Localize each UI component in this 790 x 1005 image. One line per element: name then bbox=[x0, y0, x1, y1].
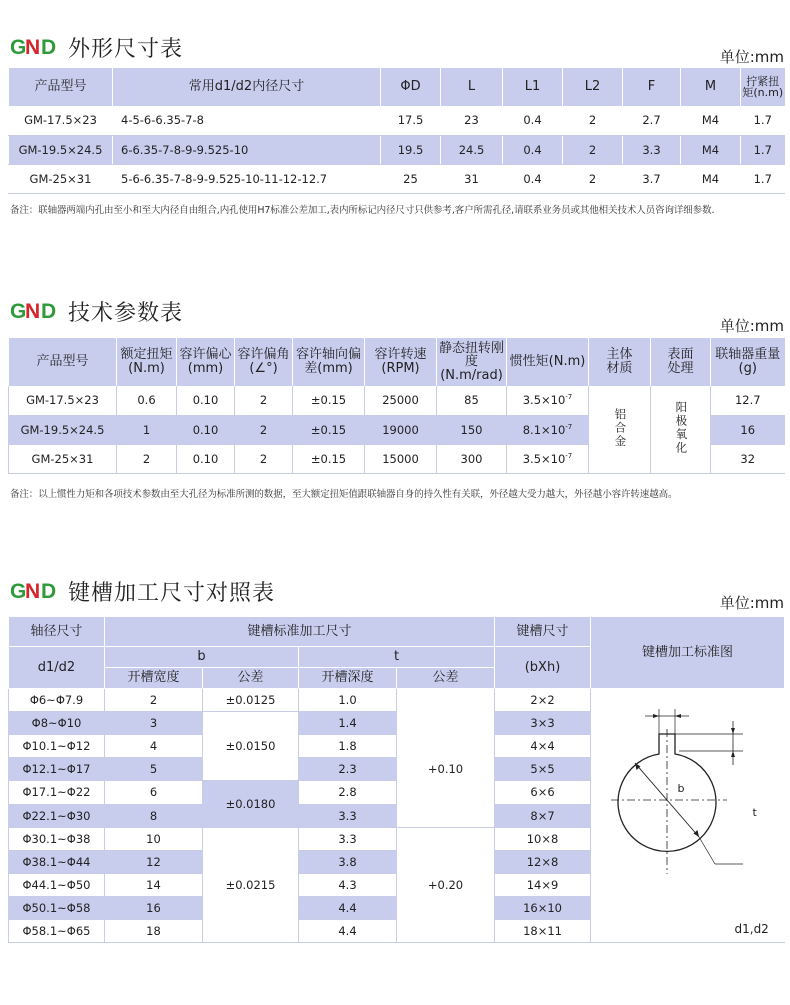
cell: 150 bbox=[437, 415, 507, 444]
table-row bbox=[9, 135, 785, 164]
cell: 2 bbox=[563, 164, 623, 193]
cell-shaft: Φ38.1~Φ44 bbox=[9, 851, 105, 874]
cell-key: 16×10 bbox=[495, 897, 591, 920]
cell: 2.7 bbox=[623, 106, 681, 135]
header-depth: 开槽深度 bbox=[299, 668, 397, 689]
cell-key: 6×6 bbox=[495, 781, 591, 804]
cell-depth: 4.4 bbox=[299, 897, 397, 920]
header-cell: 联轴器重量(g) bbox=[711, 338, 785, 386]
inertia-value: 8.1×10 bbox=[522, 422, 566, 437]
material-cell bbox=[589, 386, 651, 473]
cell-depth: 4.3 bbox=[299, 874, 397, 897]
cell-depth: 3.3 bbox=[299, 827, 397, 850]
header-cell: F bbox=[623, 68, 681, 106]
cell-shaft: Φ8~Φ10 bbox=[9, 712, 105, 735]
cell-depth: 2.3 bbox=[299, 758, 397, 781]
header-cell bbox=[741, 68, 785, 106]
cell: 1.7 bbox=[741, 164, 785, 193]
cell-width: 8 bbox=[105, 804, 203, 827]
header-cell: 主体材质 bbox=[589, 338, 651, 386]
header-cell: 额定扭矩(N.m) bbox=[117, 338, 177, 386]
cell-depth: 1.8 bbox=[299, 735, 397, 758]
cell: GM-25×31 bbox=[9, 444, 117, 473]
cell-shaft: Φ17.1~Φ22 bbox=[9, 781, 105, 804]
cell: 5-6-6.35-7-8-9-9.525-10-11-12-12.7 bbox=[113, 164, 381, 193]
table-row bbox=[9, 689, 785, 712]
svg-text:G: G bbox=[10, 36, 27, 58]
header-cell: L1 bbox=[503, 68, 563, 106]
cell-key: 12×8 bbox=[495, 851, 591, 874]
cell: 15000 bbox=[365, 444, 437, 473]
cell-width: 18 bbox=[105, 920, 203, 943]
header-cell: 容许偏角(∠°) bbox=[235, 338, 293, 386]
cell-key: 18×11 bbox=[495, 920, 591, 943]
fig-label-b: b bbox=[677, 781, 685, 795]
inertia-value: 3.5×10 bbox=[522, 451, 566, 466]
cell-shaft: Φ10.1~Φ12 bbox=[9, 735, 105, 758]
cell: 3.7 bbox=[623, 164, 681, 193]
cell-tol-b: ±0.0215 bbox=[203, 827, 299, 942]
table-header-row bbox=[9, 68, 785, 106]
gnd-logo bbox=[10, 34, 62, 58]
cell: 16 bbox=[711, 415, 785, 444]
header-cell: M bbox=[681, 68, 741, 106]
cell: 1.7 bbox=[741, 135, 785, 164]
unit-label: 单位:mm bbox=[719, 594, 784, 612]
cell: 12.7 bbox=[711, 386, 785, 415]
cell: 19000 bbox=[365, 415, 437, 444]
header-width: 开槽宽度 bbox=[105, 668, 203, 689]
cell: 0.10 bbox=[177, 386, 235, 415]
cell-depth: 3.3 bbox=[299, 804, 397, 827]
cell: 85 bbox=[437, 386, 507, 415]
cell: ±0.15 bbox=[293, 415, 365, 444]
cell-key: 3×3 bbox=[495, 712, 591, 735]
header-figure: 键槽加工标准图 bbox=[591, 617, 785, 689]
cell: 0.10 bbox=[177, 415, 235, 444]
cell-depth: 1.4 bbox=[299, 712, 397, 735]
cell-key: 2×2 bbox=[495, 689, 591, 712]
cell bbox=[507, 444, 589, 473]
section-title: 技术参数表 bbox=[68, 301, 184, 326]
header-cell: 容许转速(RPM) bbox=[365, 338, 437, 386]
svg-text:N: N bbox=[25, 300, 41, 322]
header-cell: 静态扭转刚度(N.m/rad) bbox=[437, 338, 507, 386]
gnd-logo bbox=[10, 298, 62, 322]
cell bbox=[507, 386, 589, 415]
cell-tol-t bbox=[397, 689, 495, 712]
header-cell: 产品型号 bbox=[9, 338, 117, 386]
section-title: 外形尺寸表 bbox=[68, 37, 184, 62]
cell: 1.7 bbox=[741, 106, 785, 135]
header-t: t bbox=[299, 647, 495, 668]
outline-dimensions-table bbox=[8, 68, 785, 194]
header-b: b bbox=[105, 647, 299, 668]
cell: ±0.15 bbox=[293, 444, 365, 473]
header-cell: ΦD bbox=[381, 68, 441, 106]
cell: GM-19.5×24.5 bbox=[9, 135, 113, 164]
cell-width: 3 bbox=[105, 712, 203, 735]
header-cell: 常用d1/d2内径尺寸 bbox=[113, 68, 381, 106]
cell: 2 bbox=[235, 415, 293, 444]
cell-width: 6 bbox=[105, 781, 203, 804]
header-cell: L2 bbox=[563, 68, 623, 106]
cell-shaft: Φ22.1~Φ30 bbox=[9, 804, 105, 827]
cell-key: 10×8 bbox=[495, 827, 591, 850]
header-cell: 容许偏心(mm) bbox=[177, 338, 235, 386]
svg-text:D: D bbox=[41, 300, 57, 322]
cell: 19.5 bbox=[381, 135, 441, 164]
cell: M4 bbox=[681, 164, 741, 193]
cell-width: 10 bbox=[105, 827, 203, 850]
table-row bbox=[9, 164, 785, 193]
cell bbox=[507, 415, 589, 444]
cell: 1 bbox=[117, 415, 177, 444]
cell: 2 bbox=[117, 444, 177, 473]
header-cell: 容许轴向偏差(mm) bbox=[293, 338, 365, 386]
cell: 2 bbox=[235, 444, 293, 473]
cell-tol-b: ±0.0180 bbox=[203, 781, 299, 827]
cell: GM-19.5×24.5 bbox=[9, 415, 117, 444]
cell: GM-25×31 bbox=[9, 164, 113, 193]
cell: 3.3 bbox=[623, 135, 681, 164]
inertia-value: 3.5×10 bbox=[522, 393, 566, 408]
cell: 0.10 bbox=[177, 444, 235, 473]
surface-text: 阳极氧化 bbox=[674, 400, 689, 455]
cell-key: 5×5 bbox=[495, 758, 591, 781]
cell: 17.5 bbox=[381, 106, 441, 135]
inertia-exponent: -7 bbox=[565, 393, 573, 402]
cell-depth: 3.8 bbox=[299, 851, 397, 874]
cell: 2 bbox=[563, 106, 623, 135]
header-cell-text: 拧紧扭矩(n.m) bbox=[742, 75, 784, 99]
header-shaft: 轴径尺寸 bbox=[9, 617, 105, 647]
cell: 32 bbox=[711, 444, 785, 473]
cell: M4 bbox=[681, 135, 741, 164]
cell-shaft: Φ44.1~Φ50 bbox=[9, 874, 105, 897]
cell: M4 bbox=[681, 106, 741, 135]
table-note: 备注：以上惯性力矩和各项技术参数由至大孔径为标准所测的数据，至大额定扭矩值跟联轴器自身的持久性有关联，外径越大受力越大，外径越小容许转速越高。 bbox=[10, 489, 678, 500]
cell: GM-17.5×23 bbox=[9, 106, 113, 135]
header-key-sub: (bXh) bbox=[495, 647, 591, 689]
cell-key: 8×7 bbox=[495, 804, 591, 827]
header-tol-b: 公差 bbox=[203, 668, 299, 689]
cell: 300 bbox=[437, 444, 507, 473]
cell-tol-b: ±0.0125 bbox=[203, 689, 299, 712]
unit-label: 单位:mm bbox=[719, 48, 784, 66]
gnd-logo bbox=[10, 578, 62, 602]
cell: 0.6 bbox=[117, 386, 177, 415]
cell: 24.5 bbox=[441, 135, 503, 164]
table-row bbox=[9, 106, 785, 135]
cell: 2 bbox=[235, 386, 293, 415]
fig-label-d: d1,d2 bbox=[734, 921, 769, 936]
table-header-row bbox=[9, 617, 785, 647]
cell-shaft: Φ6~Φ7.9 bbox=[9, 689, 105, 712]
cell-width: 2 bbox=[105, 689, 203, 712]
cell: 0.4 bbox=[503, 106, 563, 135]
section-title: 键槽加工尺寸对照表 bbox=[68, 581, 276, 606]
material-text: 铝合金 bbox=[613, 407, 628, 448]
table-row bbox=[9, 386, 785, 415]
cell: 31 bbox=[441, 164, 503, 193]
svg-text:G: G bbox=[10, 300, 27, 322]
header-cell: L bbox=[441, 68, 503, 106]
cell: 6-6.35-7-8-9-9.525-10 bbox=[113, 135, 381, 164]
table-header-row bbox=[9, 338, 785, 386]
cell-tol-b: ±0.0150 bbox=[203, 712, 299, 781]
cell-depth: 4.4 bbox=[299, 920, 397, 943]
svg-text:N: N bbox=[25, 580, 41, 602]
cell-depth: 2.8 bbox=[299, 781, 397, 804]
table-note: 备注：联轴器两端内孔由至小和至大内径自由组合,内孔使用H7标准公差加工,表内所标记内径尺寸只供参考,客户所需孔径,请联系业务员或其他相关技术人员咨询详细参数. bbox=[10, 205, 715, 216]
cell: 0.4 bbox=[503, 164, 563, 193]
header-cell: 产品型号 bbox=[9, 68, 113, 106]
header-std: 键槽标准加工尺寸 bbox=[105, 617, 495, 647]
cell: GM-17.5×23 bbox=[9, 386, 117, 415]
cell-key: 14×9 bbox=[495, 874, 591, 897]
svg-text:D: D bbox=[41, 36, 57, 58]
cell-width: 16 bbox=[105, 897, 203, 920]
cell: 23 bbox=[441, 106, 503, 135]
technical-parameters-table bbox=[8, 338, 785, 474]
cell: 0.4 bbox=[503, 135, 563, 164]
header-tol-t: 公差 bbox=[397, 668, 495, 689]
cell-width: 5 bbox=[105, 758, 203, 781]
cell: 2 bbox=[563, 135, 623, 164]
figure-cell bbox=[591, 689, 785, 943]
unit-label: 单位:mm bbox=[719, 317, 784, 335]
cell-tol-t: +0.10 bbox=[397, 712, 495, 828]
cell: 4-5-6-6.35-7-8 bbox=[113, 106, 381, 135]
cell: ±0.15 bbox=[293, 386, 365, 415]
keyway-table bbox=[8, 616, 785, 943]
cell: 25000 bbox=[365, 386, 437, 415]
inertia-exponent: -7 bbox=[565, 422, 573, 431]
cell-shaft: Φ30.1~Φ38 bbox=[9, 827, 105, 850]
cell-tol-t: +0.20 bbox=[397, 827, 495, 942]
inertia-exponent: -7 bbox=[565, 451, 573, 460]
header-cell: 表面处理 bbox=[651, 338, 711, 386]
cell-shaft: Φ58.1~Φ65 bbox=[9, 920, 105, 943]
header-shaft-sub: d1/d2 bbox=[9, 647, 105, 689]
svg-text:G: G bbox=[10, 580, 27, 602]
cell-shaft: Φ12.1~Φ17 bbox=[9, 758, 105, 781]
cell-width: 12 bbox=[105, 851, 203, 874]
header-cell: 惯性矩(N.m) bbox=[507, 338, 589, 386]
surface-cell bbox=[651, 386, 711, 473]
header-key: 键槽尺寸 bbox=[495, 617, 591, 647]
cell: 25 bbox=[381, 164, 441, 193]
cell-shaft: Φ50.1~Φ58 bbox=[9, 897, 105, 920]
cell-width: 14 bbox=[105, 874, 203, 897]
cell-width: 4 bbox=[105, 735, 203, 758]
svg-text:N: N bbox=[25, 36, 41, 58]
svg-text:D: D bbox=[41, 580, 57, 602]
cell-key: 4×4 bbox=[495, 735, 591, 758]
cell-depth: 1.0 bbox=[299, 689, 397, 712]
fig-label-t: t bbox=[752, 805, 757, 819]
